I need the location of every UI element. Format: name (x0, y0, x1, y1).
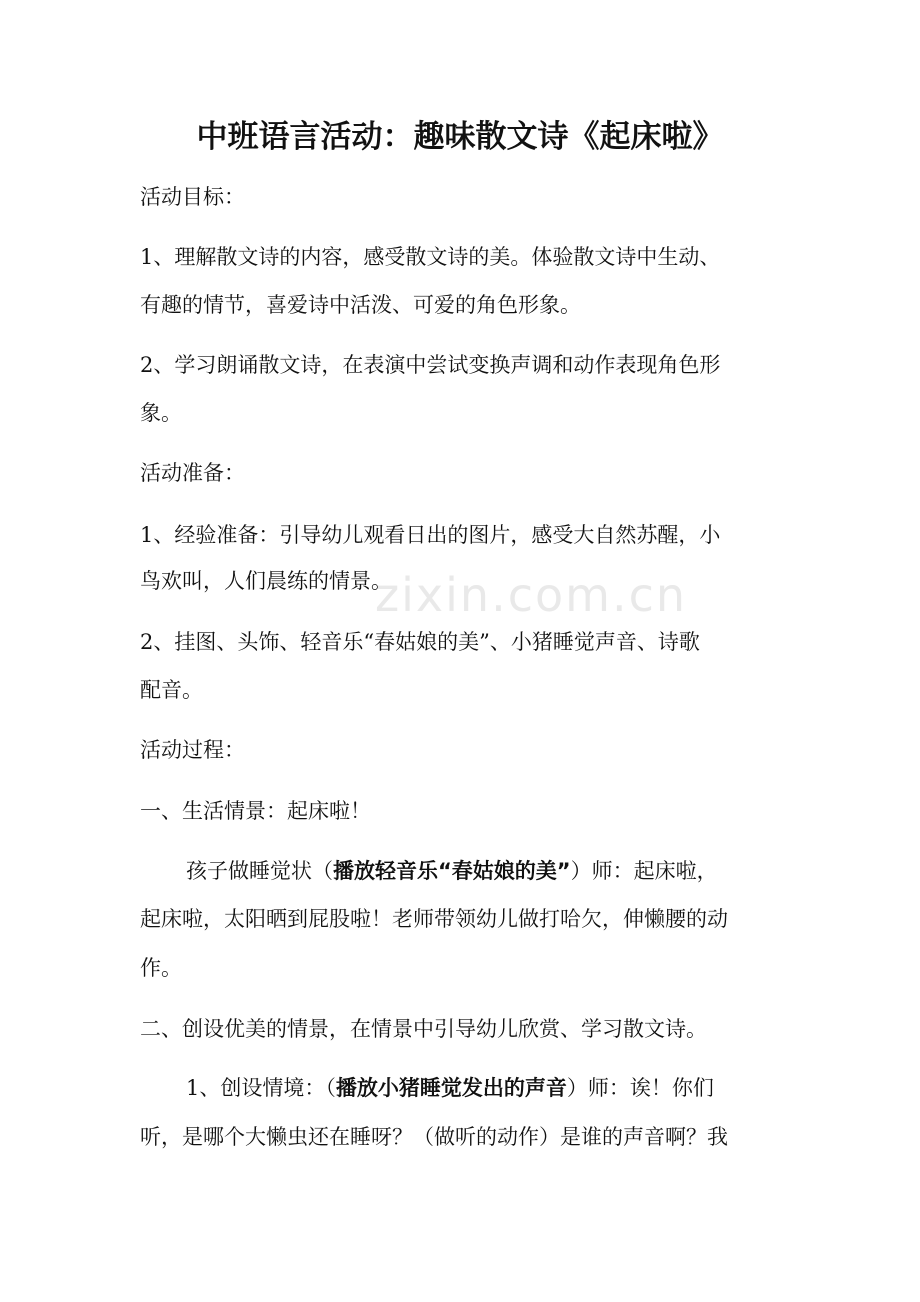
page-title: 中班语言活动：趣味散文诗《起床啦》 (196, 119, 724, 155)
prep-heading: 活动准备： (140, 461, 245, 485)
paragraph-line: 象。 (140, 401, 182, 425)
paragraph-line: 起床啦，太阳晒到屁股啦！老师带领幼儿做打哈欠，伸懒腰的动 (140, 907, 728, 931)
text-run: ）师：起床啦， (570, 859, 718, 883)
paragraph-line: 配音。 (140, 678, 203, 702)
paragraph-line: 听，是哪个大懒虫还在睡呀？（做听的动作）是谁的声音啊？我 (140, 1125, 728, 1149)
paragraph-line: 有趣的情节，喜爱诗中活泼、可爱的角色形象。 (140, 293, 581, 317)
text-run: ）师：诶！你们 (566, 1076, 714, 1100)
paragraph-line: 鸟欢叫，人们晨练的情景。 (140, 569, 392, 593)
goal-heading: 活动目标： (140, 185, 245, 209)
paragraph-line: 作。 (140, 956, 182, 980)
paragraph-line (186, 856, 786, 886)
paragraph-line (186, 1073, 786, 1103)
paragraph-line: 2、挂图、头饰、轻音乐“春姑娘的美”、小猪睡觉声音、诗歌 (140, 630, 700, 654)
bold-run: 播放小猪睡觉发出的声音 (335, 1076, 567, 1100)
paragraph-line: 1、理解散文诗的内容，感受散文诗的美。体验散文诗中生动、 (140, 245, 721, 269)
watermark: zixin.com.cn (375, 568, 688, 622)
paragraph-line: 2、学习朗诵散文诗，在表演中尝试变换声调和动作表现角色形 (140, 353, 721, 377)
text-run: 孩子做睡觉状（ (186, 859, 333, 883)
step2-heading: 二、创设优美的情景，在情景中引导幼儿欣赏、学习散文诗。 (140, 1017, 707, 1041)
step1-heading: 一、生活情景：起床啦！ (140, 799, 371, 823)
paragraph-line: 1、经验准备：引导幼儿观看日出的图片，感受大自然苏醒，小 (140, 523, 721, 547)
process-heading: 活动过程： (140, 738, 245, 762)
text-run: 1、创设情境：（ (186, 1076, 336, 1100)
bold-run: 播放轻音乐“春姑娘的美” (333, 859, 571, 883)
